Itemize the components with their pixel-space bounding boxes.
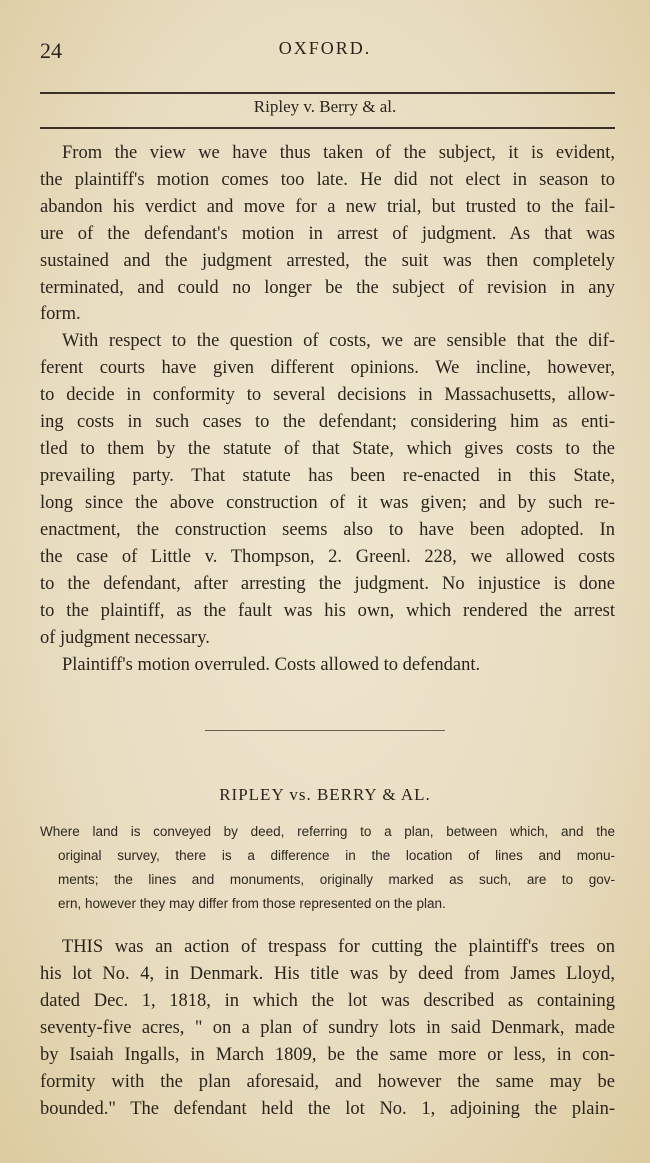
text-line: the plaintiff's motion comes too late. He did not elect in season to	[40, 170, 615, 190]
text-line: bounded." The defendant held the lot No. 1, adjoining the plain-	[40, 1099, 615, 1119]
text-line: abandon his verdict and move for a new trial, but trusted to the fail-	[40, 197, 615, 217]
headnote-line: Where land is conveyed by deed, referring to a plan, between which, and the	[40, 824, 615, 839]
header-rule-bottom	[40, 127, 615, 129]
text-line: by Isaiah Ingalls, in March 1809, be the same more or less, in con-	[40, 1045, 615, 1065]
text-line: to decide in conformity to several decisions in Massachusetts, allow-	[40, 385, 615, 405]
text-line: long since the above construction of it was given; and by such re-	[40, 493, 615, 513]
section-divider	[205, 730, 445, 731]
second-case-title: RIPLEY vs. BERRY & AL.	[219, 785, 431, 804]
text-line: his lot No. 4, in Denmark. His title was by deed from James Lloyd,	[40, 964, 615, 984]
text-line: to the plaintiff, as the fault was his own, which rendered the arrest	[40, 601, 615, 621]
text-line: ferent courts have given different opinions. We incline, however,	[40, 358, 615, 378]
text-line: terminated, and could no longer be the subject of revision in any	[40, 278, 615, 298]
header-rule-top	[40, 92, 615, 94]
running-head: OXFORD.	[278, 38, 372, 58]
text-line: seventy-five acres, " on a plan of sundry lots in said Denmark, made	[40, 1018, 615, 1038]
headnote-line: ern, however they may differ from those represented on the plan.	[58, 896, 446, 911]
text-line: of judgment necessary.	[40, 628, 210, 648]
text-line: ing costs in such cases to the defendant; considering him as enti-	[40, 412, 615, 432]
page-number: 24	[40, 38, 62, 63]
headnote-line: ments; the lines and monuments, originally marked as such, are to gov-	[58, 872, 615, 887]
text-line: enactment, the construction seems also to have been adopted. In	[40, 520, 615, 540]
text-line: to the defendant, after arresting the judgment. No injustice is done	[40, 574, 615, 594]
text-line: formity with the plan aforesaid, and however the same may be	[40, 1072, 615, 1092]
text-line: ure of the defendant's motion in arrest of judgment. As that was	[40, 224, 615, 244]
text-line: With respect to the question of costs, we are sensible that the dif-	[62, 331, 615, 351]
text-line: sustained and the judgment arrested, the suit was then completely	[40, 251, 615, 271]
headnote-line: original survey, there is a difference in the location of lines and monu-	[58, 848, 615, 863]
text-line: Plaintiff's motion overruled. Costs allowed to defendant.	[62, 655, 481, 675]
text-line: the case of Little v. Thompson, 2. Greenl. 228, we allowed costs	[40, 547, 615, 567]
case-heading: Ripley v. Berry & al.	[253, 97, 397, 116]
text-line: From the view we have thus taken of the subject, it is evident,	[62, 143, 615, 163]
text-line: prevailing party. That statute has been re-enacted in this State,	[40, 466, 615, 486]
text-line: THIS was an action of trespass for cutting the plaintiff's trees on	[62, 937, 615, 957]
text-line: dated Dec. 1, 1818, in which the lot was described as containing	[40, 991, 615, 1011]
text-line: form.	[40, 304, 81, 324]
text-line: tled to them by the statute of that State, which gives costs to the	[40, 439, 615, 459]
